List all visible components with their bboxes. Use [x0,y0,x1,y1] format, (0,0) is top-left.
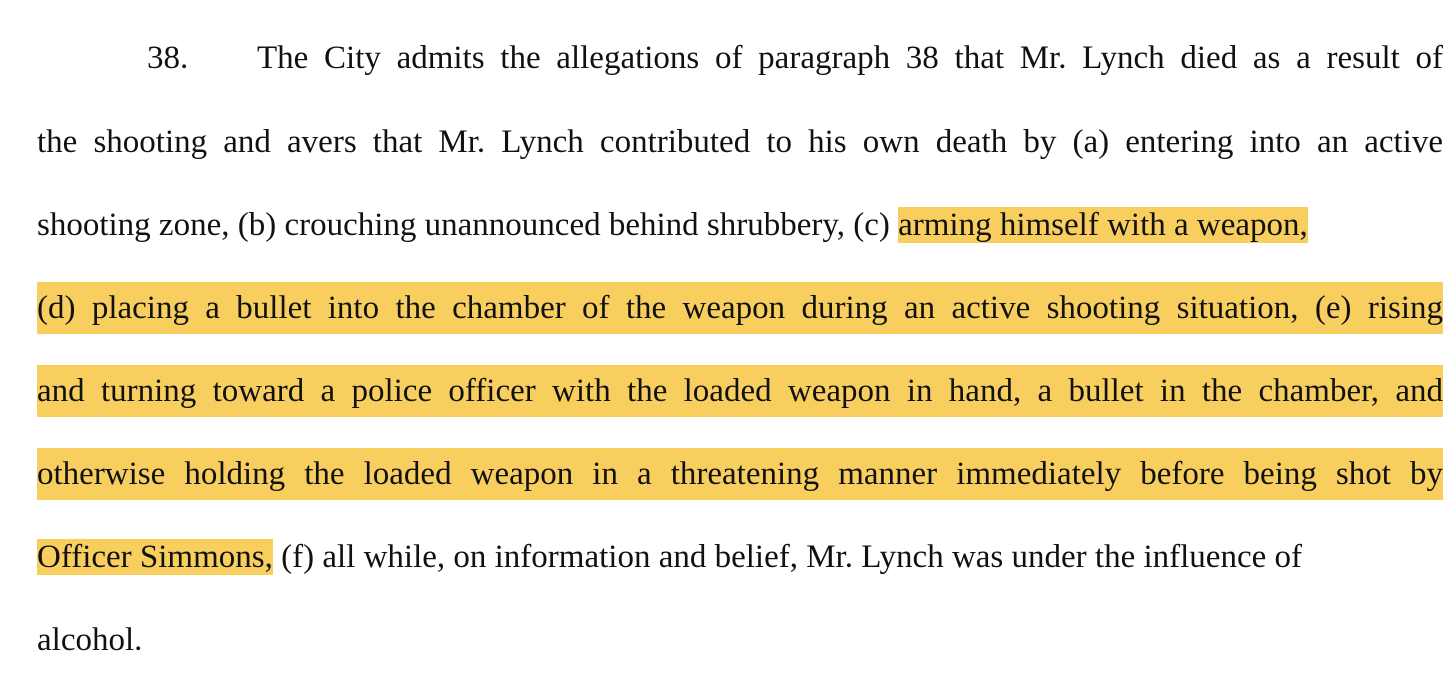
line-text: (f) all while, on information and belief, Mr. Lynch was under the influence of [272,539,1302,575]
paragraph-line-8: alcohol. [37,622,143,658]
paragraph-line-4-highlighted: (d) placing a bullet into the chamber of the weapon during an active shooting situation, (e) rising [37,282,1443,334]
paragraph-line-7 [37,531,1302,583]
highlighted-text: Officer Simmons, [37,539,273,575]
paragraph-line-6-highlighted: otherwise holding the loaded weapon in a threatening manner immediately before being shot by [37,448,1443,500]
paragraph-number: 38. [147,40,189,76]
paragraph-line-2: the shooting and avers that Mr. Lynch contributed to his own death by (a) entering into an active [37,124,1443,160]
line-text: shooting zone, (b) crouching unannounced behind shrubbery, (c) [37,207,899,243]
paragraph-line-1 [147,32,1443,84]
highlighted-text: arming himself with a weapon, [898,207,1308,243]
paragraph-line-5-highlighted: and turning toward a police officer with the loaded weapon in hand, a bullet in the chamber, and [37,365,1443,417]
paragraph-line-3 [37,199,1308,251]
line-text: The City admits the allegations of paragraph 38 that Mr. Lynch died as a result of [257,40,1443,76]
